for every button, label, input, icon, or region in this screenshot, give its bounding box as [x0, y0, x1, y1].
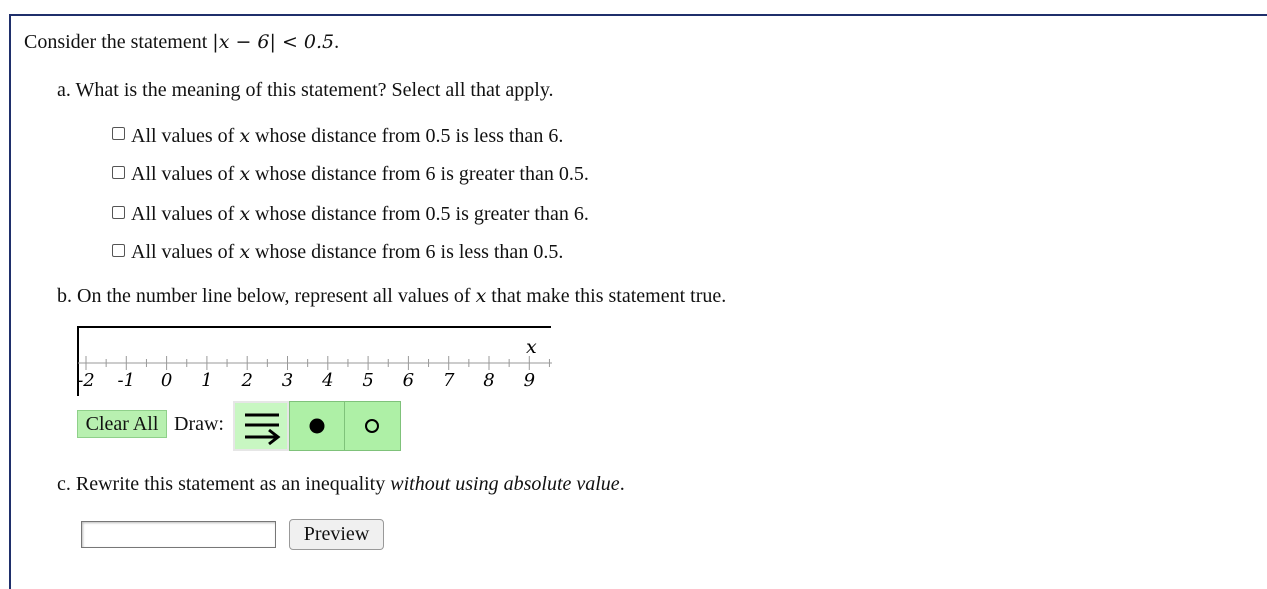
part-a-prompt: a. What is the meaning of this statement? Select all that apply. — [57, 79, 554, 101]
tick-label: 7 — [442, 370, 455, 391]
tick-label: 8 — [483, 370, 495, 391]
option-4-checkbox[interactable] — [112, 244, 125, 257]
intro-text: Consider the statement — [24, 31, 213, 53]
number-line-tick-labels — [77, 370, 535, 391]
ray-tool-button[interactable] — [233, 401, 289, 451]
tick-label: 6 — [402, 370, 415, 391]
tick-label: 0 — [160, 370, 173, 391]
tick-label: -2 — [77, 370, 95, 391]
tick-label: 5 — [362, 370, 374, 391]
filled-dot-icon — [290, 402, 344, 450]
option-3-label[interactable]: All values of x whose distance from 0.5 is greater than 6. — [131, 203, 589, 225]
open-dot-icon — [345, 402, 400, 450]
option-1-checkbox[interactable] — [112, 127, 125, 140]
open-dot-tool-button[interactable] — [344, 401, 401, 451]
option-1-label[interactable]: All values of x whose distance from 0.5 is less than 6. — [131, 125, 564, 147]
tick-label: 4 — [322, 370, 334, 391]
option-4-label[interactable]: All values of x whose distance from 6 is less than 0.5. — [131, 241, 564, 263]
part-c-prompt: c. Rewrite this statement as an inequality without using absolute value. — [57, 473, 625, 495]
number-line-graph[interactable] — [77, 326, 552, 396]
clear-all-button[interactable]: Clear All — [77, 410, 167, 438]
preview-button[interactable]: Preview — [289, 519, 384, 550]
inequality-answer-input[interactable] — [81, 521, 276, 548]
tick-label: -1 — [117, 370, 136, 391]
tick-label: 9 — [523, 370, 536, 391]
tick-label: 2 — [241, 370, 253, 391]
option-3-checkbox[interactable] — [112, 206, 125, 219]
option-2-label[interactable]: All values of x whose distance from 6 is greater than 0.5. — [131, 163, 589, 185]
axis-label: x — [526, 336, 537, 358]
closed-dot-tool-button[interactable] — [289, 401, 345, 451]
part-b-prompt: b. On the number line below, represent all values of x that make this statement true. — [57, 285, 727, 307]
ray-icon — [235, 403, 287, 449]
option-2-checkbox[interactable] — [112, 166, 125, 179]
question-intro — [24, 30, 339, 54]
intro-suffix: . — [334, 31, 340, 53]
draw-label: Draw: — [174, 413, 224, 435]
tick-label: 3 — [281, 370, 294, 391]
intro-math: |x − 6| < 0.5 — [212, 31, 335, 53]
tick-label: 1 — [201, 370, 213, 391]
